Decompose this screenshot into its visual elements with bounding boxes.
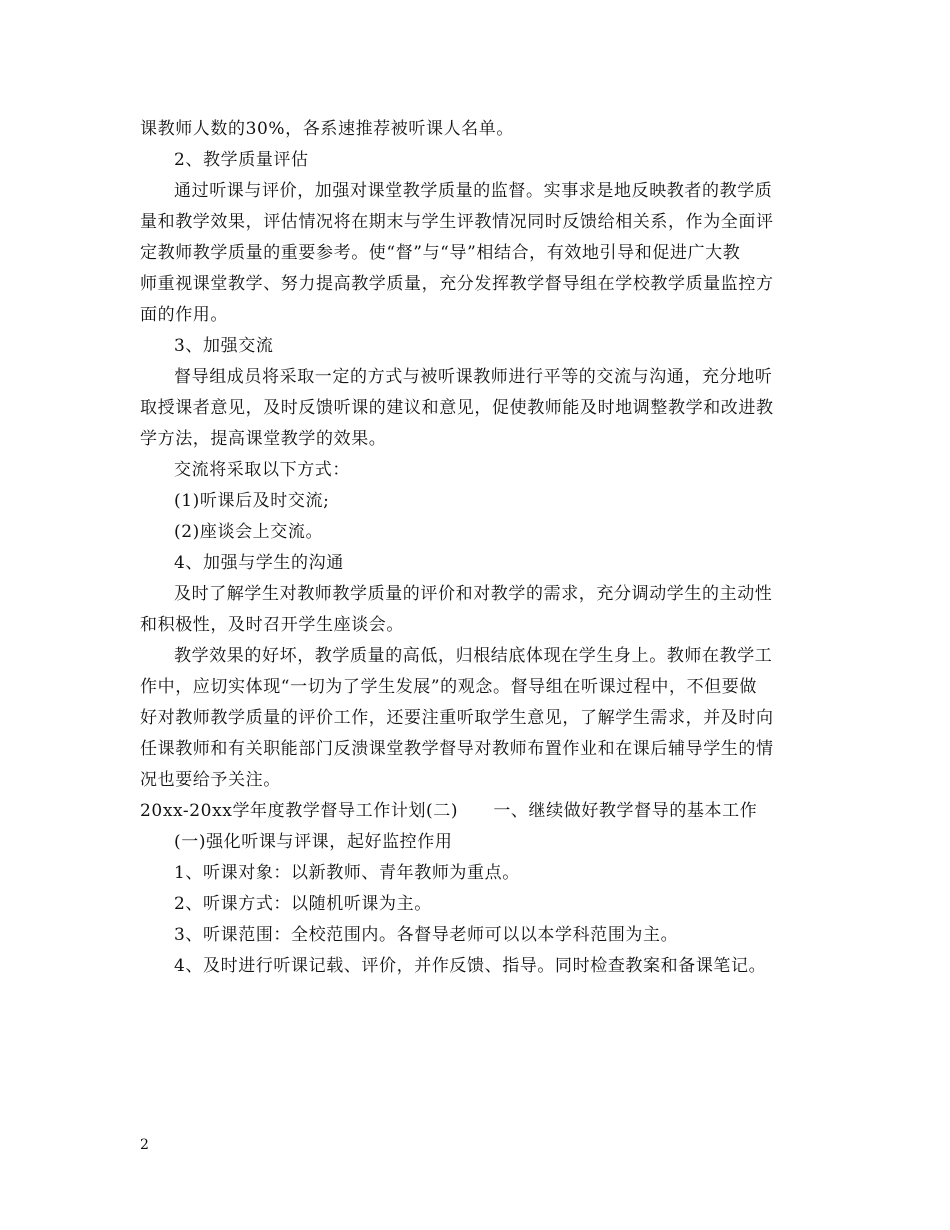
document-body	[140, 114, 820, 982]
text-line: 3、加强交流	[174, 336, 274, 356]
text-line: 4、及时进行听课记载、评价，并作反馈、指导。同时检查教案和备课笔记。	[174, 956, 767, 976]
text-line: 2、听课方式：以随机听课为主。	[174, 894, 432, 914]
text-line: 4、加强与学生的沟通	[174, 553, 344, 573]
text-line: 作中，应切实体现“一切为了学生发展”的观念。督导组在听课过程中，不但要做	[140, 677, 757, 697]
text-line: 学方法，提高课堂教学的效果。	[140, 429, 387, 449]
text-line: 面的作用。	[140, 305, 228, 325]
text-line: 通过听课与评价，加强对课堂教学质量的监督。实事求是地反映教者的教学质	[174, 181, 773, 201]
text-line: 好对教师教学质量的评价工作，还要注重听取学生意见，了解学生需求，并及时向	[140, 708, 774, 728]
text-line: (1)听课后及时交流;	[174, 491, 330, 511]
text-line: (2)座谈会上交流。	[174, 522, 324, 542]
text-line: 定教师教学质量的重要参考。使“督”与“导”相结合，有效地引导和促进广大教	[140, 243, 741, 263]
text-line: (一)强化听课与评课，起好监控作用	[174, 832, 453, 852]
text-line: 交流将采取以下方式：	[174, 460, 350, 480]
text-line: 师重视课堂教学、努力提高教学质量，充分发挥教学督导组在学校教学质量监控方	[140, 274, 774, 294]
page-number: 2	[140, 1137, 149, 1153]
text-line: 及时了解学生对教师教学质量的评价和对教学的需求，充分调动学生的主动性	[174, 584, 773, 604]
text-line: 课教师人数的30%，各系速推荐被听课人名单。	[140, 119, 514, 139]
text-line: 任课教师和有关职能部门反溃课堂教学督导对教师布置作业和在课后辅导学生的情	[140, 739, 774, 759]
text-line: 2、教学质量评估	[174, 150, 309, 170]
text-line: 况也要给予关注。	[140, 770, 281, 790]
text-line: 3、听课范围：全校范围内。各督导老师可以以本学科范围为主。	[174, 925, 679, 945]
text-line: 督导组成员将采取一定的方式与被听课教师进行平等的交流与沟通，充分地听	[174, 367, 773, 387]
text-line: 量和教学效果，评估情况将在期末与学生评教情况同时反馈给相关系，作为全面评	[140, 212, 774, 232]
text-line: 20xx-20xx学年度教学督导工作计划(二) 一、继续做好教学督导的基本工作	[140, 801, 758, 821]
text-line: 取授课者意见，及时反馈听课的建议和意见，促使教师能及时地调整教学和改进教	[140, 398, 774, 418]
text-line: 教学效果的好坏，教学质量的高低，归根结底体现在学生身上。教师在教学工	[174, 646, 773, 666]
text-line: 和积极性，及时召开学生座谈会。	[140, 615, 404, 635]
text-line: 1、听课对象：以新教师、青年教师为重点。	[174, 863, 520, 883]
